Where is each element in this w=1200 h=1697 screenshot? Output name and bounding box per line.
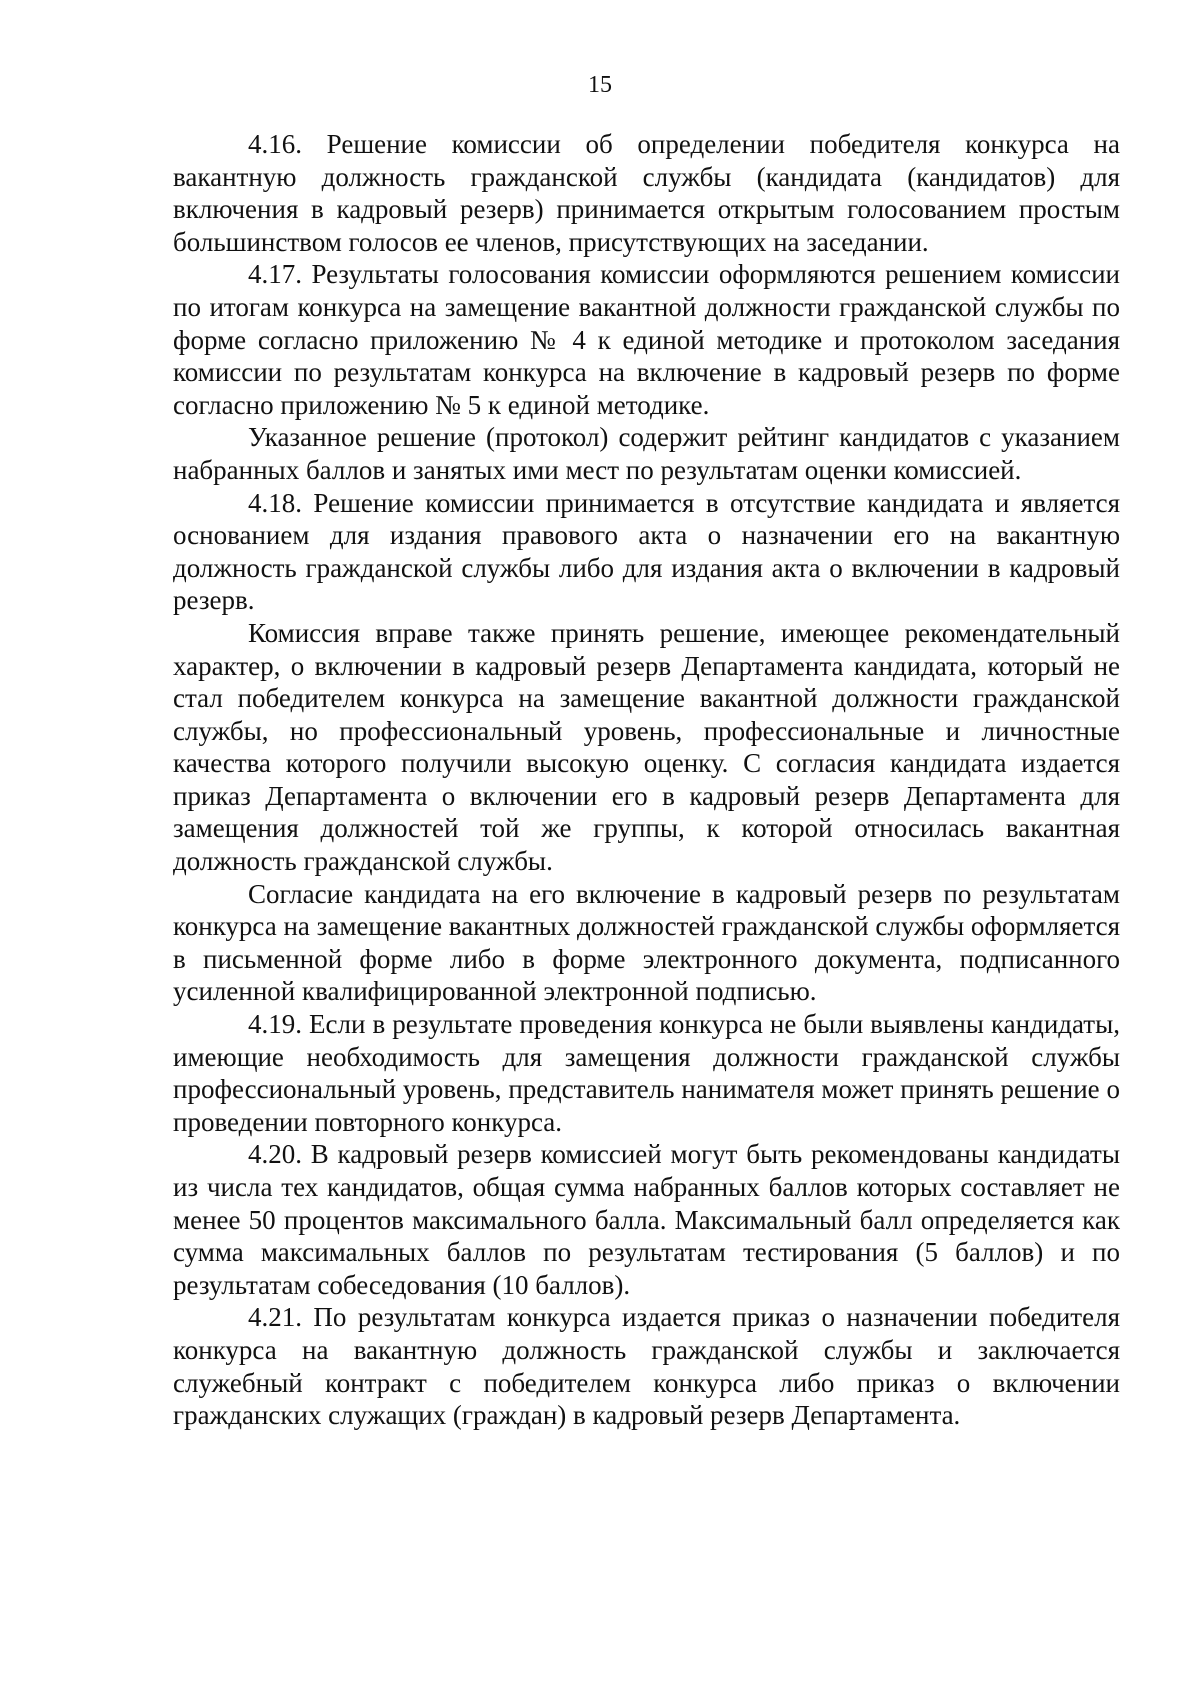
document-body [173, 128, 1120, 1432]
paragraph-candidate-consent: Согласие кандидата на его включение в кадровый резерв по результатам конкурса на замещение вакантных должностей гражданской службы оформляется в письменной форме либо в форме электронного документа, подписанного усиленной квалифицированной электронной подписью. [173, 878, 1120, 1007]
paragraph-rating-note: Указанное решение (протокол) содержит рейтинг кандидатов с указанием набранных баллов и занятых ими мест по результатам оценки комиссией. [173, 422, 1120, 485]
paragraph-4-21: 4.21. По результатам конкурса издается приказ о назначении победителя конкурса на вакантную должность гражданской службы и заключается служебный контракт с победителем конкурса либо приказ о включении гражданских служащих (граждан) в кадровый резерв Департамента. [173, 1302, 1120, 1431]
paragraph-4-20: 4.20. В кадровый резерв комиссией могут быть рекомендованы кандидаты из числа тех кандидатов, общая сумма набранных баллов которых составляет не менее 50 процентов максимального балла. Максимальный балл определяется как сумма максимальных баллов по результатам тестирования (5 баллов) и по результатам собеседования (10 баллов). [173, 1139, 1120, 1300]
paragraph-4-19: 4.19. Если в результате проведения конкурса не были выявлены кандидаты, имеющие необходимость для замещения должности гражданской службы профессиональный уровень, представитель нанимателя может принять решение о проведении повторного конкурса. [173, 1009, 1120, 1137]
paragraph-4-16: 4.16. Решение комиссии об определении победителя конкурса на вакантную должность гражданской службы (кандидата (кандидатов) для включения в кадровый резерв) принимается открытым голосованием простым большинством голосов ее членов, присутствующих на заседании. [173, 129, 1120, 257]
paragraph-4-18: 4.18. Решение комиссии принимается в отсутствие кандидата и является основанием для издания правового акта о назначении его на вакантную должность гражданской службы либо для издания акта о включении в кадровый резерв. [173, 487, 1120, 616]
page-number: 15 [588, 72, 612, 98]
paragraph-commission-recommendation: Комиссия вправе также принять решение, имеющее рекомендательный характер, о включении в кадровый резерв Департамента кандидата, который не стал победителем конкурса на замещение вакантной должности гражданской службы, но профессиональный уровень, профессиональные и личностные качества которого получили высокую оценку. С согласия кандидата издается приказ Департамента о включении его в кадровый резерв Департамента для замещения должностей той же группы, к которой относилась вакантная должность гражданской службы. [173, 617, 1120, 877]
paragraph-4-17: 4.17. Результаты голосования комиссии оформляются решением комиссии по итогам конкурса на замещение вакантной должности гражданской службы по форме согласно приложению № 4 к единой методике и протоколом заседания комиссии по результатам конкурса на включение в кадровый резерв по форме согласно приложению № 5 к единой методике. [173, 259, 1120, 420]
